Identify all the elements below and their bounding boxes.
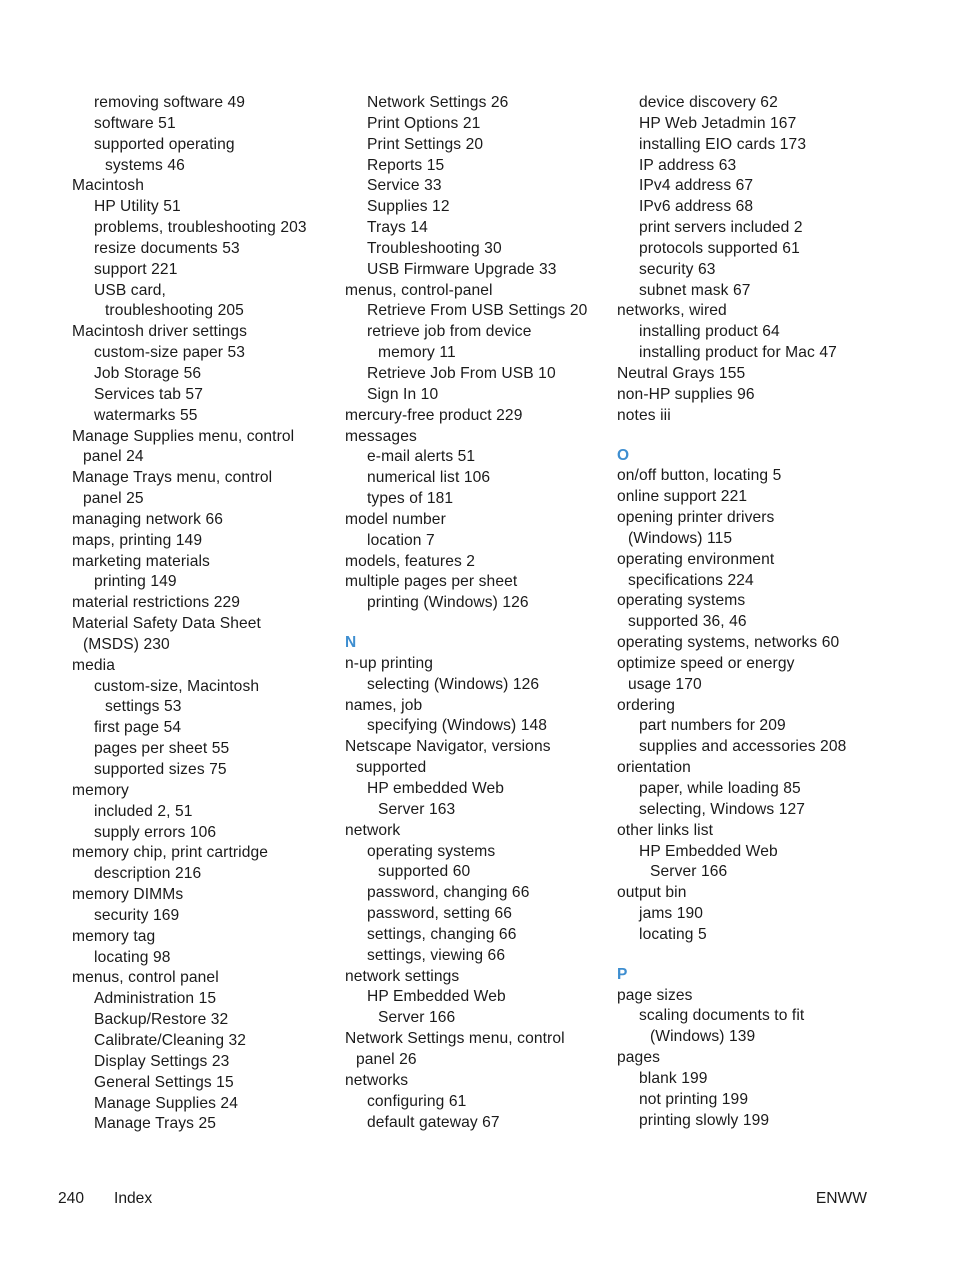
index-subentry: custom-size, Macintosh bbox=[94, 677, 260, 695]
index-subentry: installing EIO cards 173 bbox=[639, 135, 807, 153]
index-entry: managing network 66 bbox=[72, 510, 223, 528]
index-subentry: device discovery 62 bbox=[639, 94, 778, 111]
index-subentry: supported sizes 75 bbox=[94, 761, 227, 778]
index-section-letter: P bbox=[617, 965, 628, 983]
index-subentry: problems, troubleshooting 203 bbox=[94, 219, 307, 237]
index-subentry: HP Utility 51 bbox=[94, 198, 181, 216]
section-name: Index bbox=[114, 1190, 153, 1207]
index-entry-continuation: systems 46 bbox=[105, 156, 185, 174]
index-subentry: Backup/Restore 32 bbox=[94, 1011, 229, 1029]
index-entry: operating systems, networks 60 bbox=[617, 634, 840, 652]
index-entry: messages bbox=[345, 427, 417, 445]
index-subentry: HP Embedded Web bbox=[639, 842, 778, 860]
index-subentry: locating 5 bbox=[639, 925, 707, 943]
index-section-letter: N bbox=[345, 634, 357, 652]
index-subentry: included 2, 51 bbox=[94, 802, 193, 820]
index-entry: networks, wired bbox=[617, 302, 727, 320]
index-entry-continuation: specifications 224 bbox=[628, 571, 754, 589]
index-subentry: removing software 49 bbox=[94, 94, 246, 111]
index-entry: Manage Trays menu, control bbox=[72, 469, 273, 487]
index-entry: output bin bbox=[617, 884, 687, 902]
index-entry-continuation: troubleshooting 205 bbox=[105, 302, 244, 320]
index-entry: material restrictions 229 bbox=[72, 594, 241, 612]
index-subentry: software 51 bbox=[94, 114, 176, 132]
index-entry: operating systems bbox=[617, 592, 746, 610]
index-subentry: printing 149 bbox=[94, 573, 177, 591]
index-entry-continuation: Server 166 bbox=[378, 1009, 456, 1027]
index-entry: names, job bbox=[345, 696, 423, 714]
index-entry: memory DIMMs bbox=[72, 886, 184, 904]
index-entry: notes iii bbox=[617, 406, 671, 424]
index-entry: Network Settings menu, control bbox=[345, 1030, 565, 1048]
index-subentry: Reports 15 bbox=[367, 156, 445, 174]
index-subentry: jams 190 bbox=[639, 905, 704, 923]
index-subentry: e-mail alerts 51 bbox=[367, 448, 476, 466]
index-entry: memory tag bbox=[72, 927, 156, 945]
index-subentry: scaling documents to fit bbox=[639, 1007, 805, 1025]
index-subentry: Supplies 12 bbox=[367, 198, 450, 216]
index-subentry: Administration 15 bbox=[94, 990, 217, 1008]
index-column-1 bbox=[72, 93, 334, 1135]
index-subentry: USB card, bbox=[94, 281, 166, 299]
index-entry: page sizes bbox=[617, 986, 693, 1004]
index-entry-continuation: panel 26 bbox=[356, 1050, 417, 1068]
index-subentry: settings, changing 66 bbox=[367, 925, 517, 943]
index-entry: orientation bbox=[617, 759, 691, 777]
index-subentry: location 7 bbox=[367, 531, 435, 549]
index-subentry: printing slowly 199 bbox=[639, 1111, 770, 1129]
index-entry: Netscape Navigator, versions bbox=[345, 738, 551, 756]
index-subentry: settings, viewing 66 bbox=[367, 946, 506, 964]
index-entry: marketing materials bbox=[72, 552, 210, 570]
index-subentry: blank 199 bbox=[639, 1069, 708, 1087]
index-entry-continuation: (MSDS) 230 bbox=[83, 635, 170, 653]
index-subentry: supplies and accessories 208 bbox=[639, 738, 847, 756]
index-subentry: Services tab 57 bbox=[94, 385, 203, 403]
index-subentry: IP address 63 bbox=[639, 156, 737, 174]
index-entry: maps, printing 149 bbox=[72, 531, 203, 549]
index-subentry: printing (Windows) 126 bbox=[367, 594, 529, 612]
index-subentry: security 63 bbox=[639, 260, 716, 278]
index-subentry: USB Firmware Upgrade 33 bbox=[367, 260, 557, 278]
index-entry: multiple pages per sheet bbox=[345, 573, 518, 591]
index-column-3 bbox=[617, 93, 887, 1132]
index-entry-continuation: usage 170 bbox=[628, 675, 702, 693]
index-subentry: IPv4 address 67 bbox=[639, 177, 754, 195]
index-entry-continuation: supported 60 bbox=[378, 863, 471, 881]
index-subentry: first page 54 bbox=[94, 719, 182, 737]
index-subentry: Trays 14 bbox=[367, 219, 428, 237]
index-entry-continuation: Server 166 bbox=[650, 863, 728, 881]
index-entry: memory bbox=[72, 781, 129, 799]
index-entry: opening printer drivers bbox=[617, 509, 775, 527]
index-subentry: resize documents 53 bbox=[94, 239, 240, 257]
index-subentry: types of 181 bbox=[367, 490, 454, 508]
index-entry-continuation: (Windows) 115 bbox=[628, 529, 733, 547]
index-subentry: locating 98 bbox=[94, 948, 171, 966]
index-subentry: Sign In 10 bbox=[367, 385, 439, 403]
index-entry: on/off button, locating 5 bbox=[617, 467, 782, 485]
index-entry: Manage Supplies menu, control bbox=[72, 427, 295, 445]
index-subentry: selecting (Windows) 126 bbox=[367, 675, 540, 693]
index-subentry: Job Storage 56 bbox=[94, 364, 202, 382]
index-subentry: password, setting 66 bbox=[367, 905, 513, 923]
index-column-2 bbox=[345, 93, 607, 1133]
index-entry: media bbox=[72, 656, 115, 674]
index-subentry: HP Web Jetadmin 167 bbox=[639, 114, 797, 132]
index-subentry: password, changing 66 bbox=[367, 884, 530, 902]
index-subentry: installing product for Mac 47 bbox=[639, 344, 837, 362]
index-subentry: selecting, Windows 127 bbox=[639, 800, 806, 818]
page-number: 240 bbox=[58, 1190, 85, 1207]
index-entry: other links list bbox=[617, 821, 714, 839]
document-code: ENWW bbox=[815, 1190, 867, 1207]
index-subentry: support 221 bbox=[94, 260, 178, 278]
index-subentry: Network Settings 26 bbox=[367, 94, 509, 111]
index-subentry: Print Options 21 bbox=[367, 114, 481, 132]
index-subentry: Retrieve Job From USB 10 bbox=[367, 364, 556, 382]
index-subentry: Manage Trays 25 bbox=[94, 1115, 216, 1133]
index-subentry: Retrieve From USB Settings 20 bbox=[367, 302, 588, 320]
index-entry: non-HP supplies 96 bbox=[617, 385, 755, 403]
index-subentry: Print Settings 20 bbox=[367, 135, 484, 153]
index-subentry: security 169 bbox=[94, 906, 180, 924]
index-entry: models, features 2 bbox=[345, 552, 476, 570]
index-entry: online support 221 bbox=[617, 488, 748, 506]
index-entry: network settings bbox=[345, 967, 460, 985]
index-entry: optimize speed or energy bbox=[617, 654, 795, 672]
index-entry-continuation: Server 163 bbox=[378, 800, 456, 818]
index-entry: network bbox=[345, 821, 401, 839]
index-subentry: pages per sheet 55 bbox=[94, 740, 230, 758]
index-entry-continuation: panel 25 bbox=[83, 490, 144, 508]
index-subentry: HP embedded Web bbox=[367, 780, 505, 797]
index-entry: Macintosh driver settings bbox=[72, 323, 247, 341]
index-subentry: retrieve job from device bbox=[367, 323, 532, 341]
index-entry-continuation: supported 36, 46 bbox=[628, 613, 747, 631]
index-entry: ordering bbox=[617, 696, 676, 714]
index-entry: Neutral Grays 155 bbox=[617, 364, 746, 382]
index-entry: Material Safety Data Sheet bbox=[72, 615, 261, 633]
index-subentry: part numbers for 209 bbox=[639, 717, 786, 735]
index-subentry: subnet mask 67 bbox=[639, 281, 751, 299]
index-subentry: not printing 199 bbox=[639, 1090, 749, 1108]
index-subentry: protocols supported 61 bbox=[639, 239, 800, 257]
index-subentry: supply errors 106 bbox=[94, 823, 217, 841]
index-subentry: Calibrate/Cleaning 32 bbox=[94, 1031, 247, 1049]
index-subentry: General Settings 15 bbox=[94, 1073, 234, 1091]
index-subentry: operating systems bbox=[367, 842, 496, 860]
index-entry: menus, control-panel bbox=[345, 281, 493, 299]
index-entry: menus, control panel bbox=[72, 969, 219, 987]
index-entry-continuation: memory 11 bbox=[378, 344, 456, 362]
index-subentry: installing product 64 bbox=[639, 323, 780, 341]
index-entry: memory chip, print cartridge bbox=[72, 844, 269, 862]
index-subentry: description 216 bbox=[94, 865, 202, 883]
index-entry-continuation: supported bbox=[356, 759, 427, 777]
index-entry: operating environment bbox=[617, 550, 775, 568]
index-subentry: supported operating bbox=[94, 135, 235, 153]
index-entry: Macintosh bbox=[72, 177, 144, 195]
index-section-letter: O bbox=[617, 446, 630, 464]
index-subentry: print servers included 2 bbox=[639, 219, 803, 237]
index-subentry: Service 33 bbox=[367, 177, 442, 195]
index-subentry: watermarks 55 bbox=[94, 406, 198, 424]
index-subentry: HP Embedded Web bbox=[367, 988, 506, 1006]
index-entry: mercury-free product 229 bbox=[345, 406, 523, 424]
index-subentry: Manage Supplies 24 bbox=[94, 1094, 238, 1112]
index-entry-continuation: panel 24 bbox=[83, 448, 144, 466]
index-entry: model number bbox=[345, 510, 446, 528]
index-subentry: numerical list 106 bbox=[367, 469, 491, 487]
index-subentry: specifying (Windows) 148 bbox=[367, 717, 548, 735]
index-entry: networks bbox=[345, 1071, 409, 1089]
index-entry-continuation: (Windows) 139 bbox=[650, 1028, 756, 1046]
index-subentry: configuring 61 bbox=[367, 1092, 467, 1110]
index-entry: n-up printing bbox=[345, 654, 433, 672]
index-subentry: paper, while loading 85 bbox=[639, 780, 801, 797]
index-entry: pages bbox=[617, 1049, 660, 1067]
index-subentry: custom-size paper 53 bbox=[94, 344, 246, 362]
index-subentry: default gateway 67 bbox=[367, 1113, 500, 1131]
index-subentry: Troubleshooting 30 bbox=[367, 239, 502, 257]
index-subentry: IPv6 address 68 bbox=[639, 198, 754, 216]
index-entry-continuation: settings 53 bbox=[105, 698, 182, 716]
index-subentry: Display Settings 23 bbox=[94, 1052, 230, 1070]
